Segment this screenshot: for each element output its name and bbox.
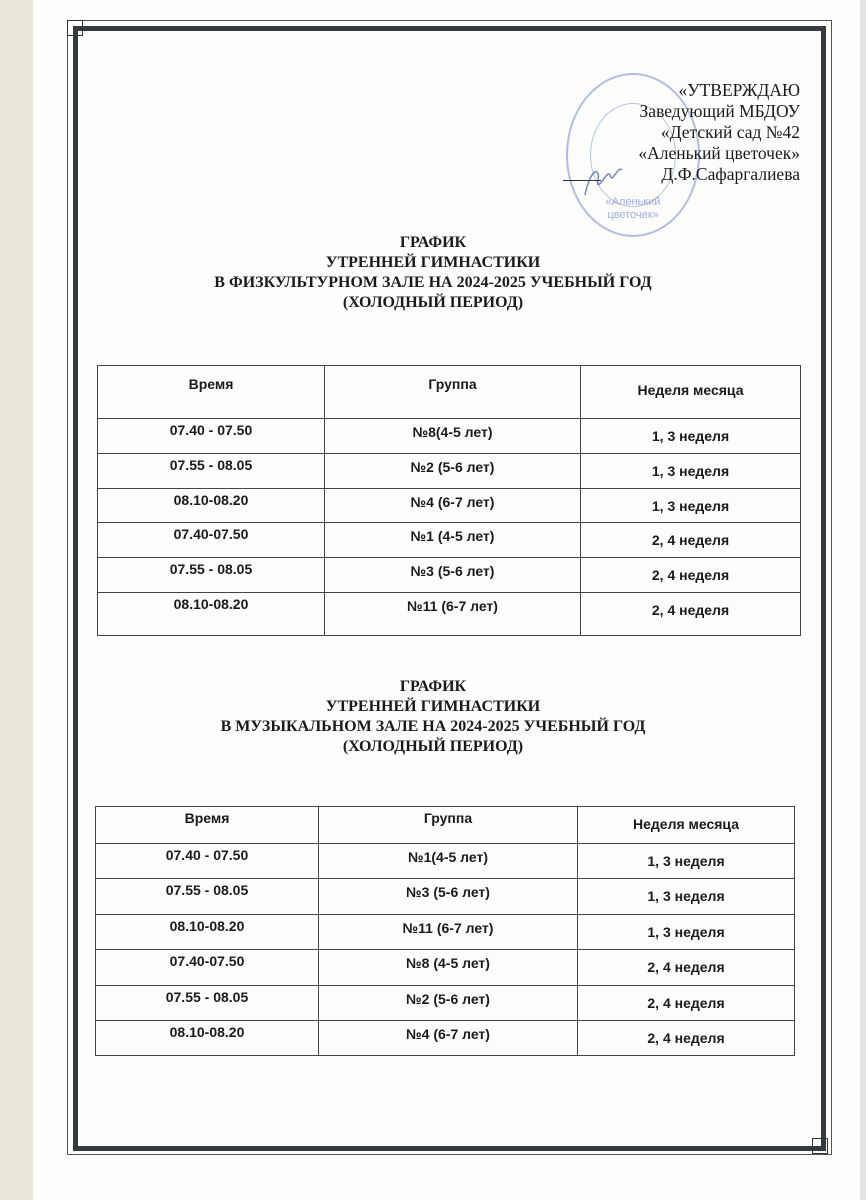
cell-week: 1, 3 неделя <box>581 419 801 454</box>
cell-time: 07.55 - 08.05 <box>98 454 325 489</box>
title-line: ГРАФИК <box>399 234 467 251</box>
approval-line: «УТВЕРЖДАЮ <box>678 80 800 100</box>
cell-week: 1, 3 неделя <box>581 489 801 523</box>
cell-time: 07.40 - 07.50 <box>96 844 319 879</box>
cell-time: 07.40-07.50 <box>96 950 319 986</box>
cell-group: №1 (4-5 лет) <box>325 523 581 558</box>
cell-group: №11 (6-7 лет) <box>319 915 578 950</box>
cell-group: №2 (5-6 лет) <box>325 454 581 489</box>
schedule-title-music <box>0 677 866 757</box>
table-row <box>96 844 795 879</box>
cell-week: 2, 4 неделя <box>578 986 795 1021</box>
schedule-table-gym <box>97 365 801 636</box>
cell-week: 1, 3 неделя <box>581 454 801 489</box>
cell-group: №4 (6-7 лет) <box>319 1021 578 1056</box>
cell-time: 07.55 - 08.05 <box>96 879 319 915</box>
table-row <box>96 1021 795 1056</box>
table-row <box>96 950 795 986</box>
cell-group: №8 (4-5 лет) <box>319 950 578 986</box>
header-week: Неделя месяца <box>581 366 801 419</box>
approval-line: «Детский сад №42 <box>660 122 800 142</box>
approval-line: «Аленький цветочек» <box>638 143 800 163</box>
cell-week: 1, 3 неделя <box>578 844 795 879</box>
title-line: В МУЗЫКАЛЬНОМ ЗАЛЕ НА 2024-2025 УЧЕБНЫЙ ГОД <box>220 718 646 735</box>
scan-edge-right <box>860 0 866 1200</box>
table-header-row <box>96 807 795 844</box>
title-line: ГРАФИК <box>399 678 467 695</box>
table-row <box>98 489 801 523</box>
cell-time: 08.10-08.20 <box>96 915 319 950</box>
table-row <box>96 915 795 950</box>
title-line: В ФИЗКУЛЬТУРНОМ ЗАЛЕ НА 2024-2025 УЧЕБНЫЙ ГОД <box>214 274 652 291</box>
approval-line: Заведующий МБДОУ <box>639 101 800 121</box>
scan-edge <box>0 0 33 1200</box>
cell-group: №8(4-5 лет) <box>325 419 581 454</box>
title-line: УТРЕННЕЙ ГИМНАСТИКИ <box>325 254 541 271</box>
table-row <box>96 986 795 1021</box>
cell-group: №1(4-5 лет) <box>319 844 578 879</box>
cell-time: 08.10-08.20 <box>98 593 325 636</box>
header-time: Время <box>98 366 325 419</box>
title-line: (ХОЛОДНЫЙ ПЕРИОД) <box>342 738 524 755</box>
cell-group: №4 (6-7 лет) <box>325 489 581 523</box>
signature <box>580 160 625 200</box>
stamp-text: «Аленький цветочек» <box>605 196 661 221</box>
cell-group: №3 (5-6 лет) <box>325 558 581 593</box>
cell-week: 2, 4 неделя <box>578 950 795 986</box>
cell-group: №2 (5-6 лет) <box>319 986 578 1021</box>
table-row <box>98 593 801 636</box>
header-group: Группа <box>325 366 581 419</box>
header-group: Группа <box>319 807 578 844</box>
title-line: УТРЕННЕЙ ГИМНАСТИКИ <box>325 698 541 715</box>
table-row <box>96 879 795 915</box>
cell-time: 08.10-08.20 <box>98 489 325 523</box>
header-week: Неделя месяца <box>578 807 795 844</box>
cell-week: 2, 4 неделя <box>578 1021 795 1056</box>
cell-group: №3 (5-6 лет) <box>319 879 578 915</box>
cell-time: 08.10-08.20 <box>96 1021 319 1056</box>
table-row <box>98 454 801 489</box>
cell-time: 07.55 - 08.05 <box>96 986 319 1021</box>
header-time: Время <box>96 807 319 844</box>
title-line: (ХОЛОДНЫЙ ПЕРИОД) <box>342 294 524 311</box>
cell-time: 07.40 - 07.50 <box>98 419 325 454</box>
cell-week: 2, 4 неделя <box>581 558 801 593</box>
table-row <box>98 558 801 593</box>
table-row <box>98 523 801 558</box>
schedule-table-music <box>95 806 795 1056</box>
table-row <box>98 419 801 454</box>
cell-week: 1, 3 неделя <box>578 915 795 950</box>
cell-week: 2, 4 неделя <box>581 593 801 636</box>
cell-week: 1, 3 неделя <box>578 879 795 915</box>
schedule-title-gym <box>0 233 866 313</box>
cell-group: №11 (6-7 лет) <box>325 593 581 636</box>
approval-line: Д.Ф.Сафаргалиева <box>661 164 800 184</box>
table-header-row <box>98 366 801 419</box>
cell-week: 2, 4 неделя <box>581 523 801 558</box>
cell-time: 07.55 - 08.05 <box>98 558 325 593</box>
approval-block <box>638 80 800 185</box>
cell-time: 07.40-07.50 <box>98 523 325 558</box>
